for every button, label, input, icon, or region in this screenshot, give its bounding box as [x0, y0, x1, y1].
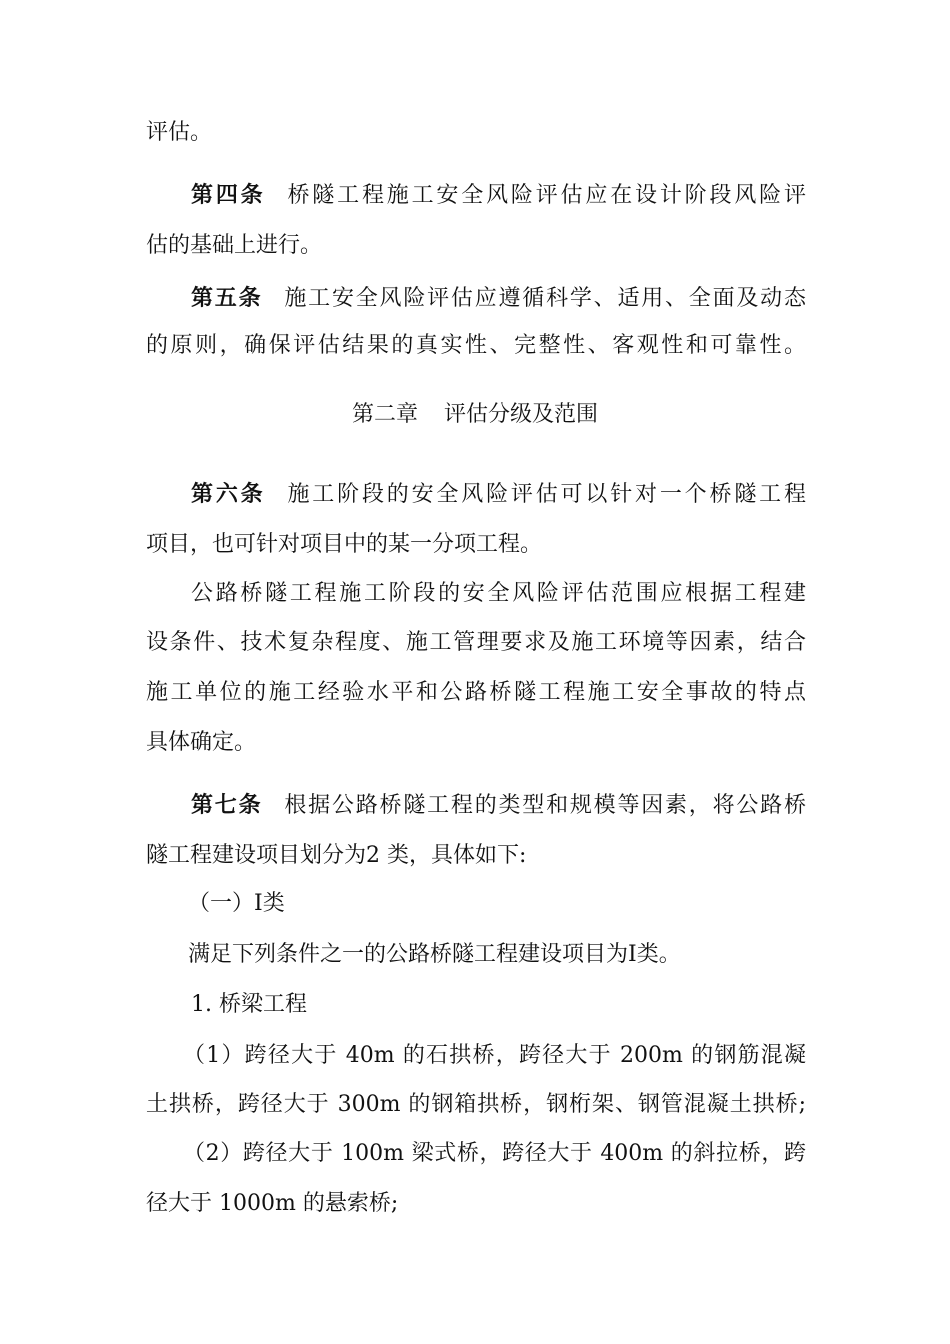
- list-item: 径大于 1000m 的悬索桥;: [146, 1191, 399, 1216]
- paragraph-line: 项目，也可针对项目中的某一分项工程。: [146, 532, 543, 557]
- paragraph-line: 的原则，确保评估结果的真实性、完整性、客观性和可靠性。: [146, 333, 806, 358]
- chapter-heading: [0, 400, 950, 430]
- paragraph-line: 设条件、技术复杂程度、施工管理要求及施工环境等因素，结合: [146, 630, 806, 655]
- chapter-title: 评估分级及范围: [444, 402, 599, 427]
- article-5-heading: 第五条: [191, 286, 263, 311]
- paragraph-line: 具体确定。: [146, 730, 257, 755]
- chapter-number: 第二章: [351, 402, 418, 427]
- paragraph-line: 施工单位的施工经验水平和公路桥隧工程施工安全事故的特点: [146, 680, 806, 705]
- list-item: 土拱桥，跨径大于 300m 的钢箱拱桥，钢桁架、钢管混凝土拱桥;: [146, 1092, 806, 1117]
- paragraph-line: 估的基础上进行。: [146, 233, 323, 258]
- article-6-line: 第六条 施工阶段的安全风险评估可以针对一个桥隧工程: [191, 482, 806, 507]
- paragraph-line: 满足下列条件之一的公路桥隧工程建设项目为Ⅰ类。: [188, 942, 681, 967]
- paragraph-line: 公路桥隧工程施工阶段的安全风险评估范围应根据工程建: [191, 581, 806, 606]
- paragraph-line: 评估。: [146, 120, 213, 145]
- article-5-line: 第五条 施工安全风险评估应遵循科学、适用、全面及动态: [191, 286, 806, 311]
- paragraph-line: 隧工程建设项目划分为2 类，具体如下:: [146, 843, 527, 868]
- list-item: （1）跨径大于 40m 的石拱桥，跨径大于 200m 的钢筋混凝: [183, 1043, 806, 1068]
- article-7-heading: 第七条: [191, 793, 263, 818]
- list-item: （2）跨径大于 100m 梁式桥，跨径大于 400m 的斜拉桥，跨: [183, 1141, 806, 1166]
- article-4-line: 第四条 桥隧工程施工安全风险评估应在设计阶段风险评: [191, 183, 806, 208]
- article-4-heading: 第四条: [191, 183, 266, 208]
- article-6-heading: 第六条: [191, 482, 266, 507]
- list-item-heading: 1. 桥梁工程: [191, 992, 307, 1017]
- article-7-line: 第七条 根据公路桥隧工程的类型和规模等因素，将公路桥: [191, 793, 806, 818]
- category-heading: （一）Ⅰ类: [188, 891, 285, 916]
